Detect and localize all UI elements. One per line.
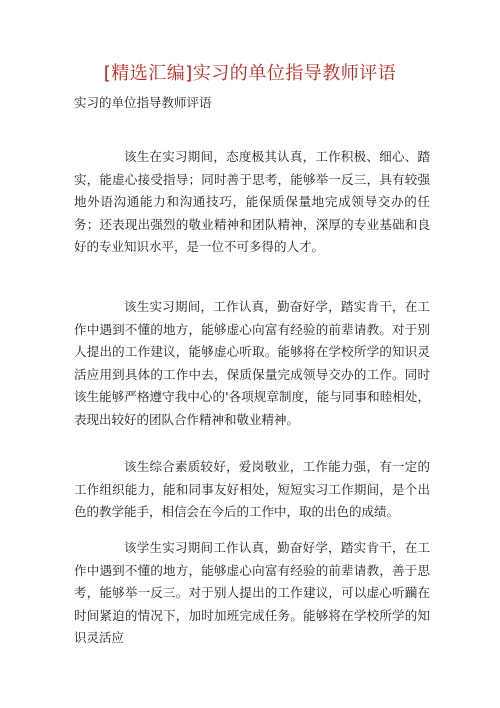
document-subtitle: 实习的单位指导教师评语 [74,95,212,110]
paragraph-2: 该生实习期间，工作认真，勤奋好学，踏实肯干，在工作中遇到不懂的地方，能够虚心向富有经验的前辈请教。对于别人提出的工作建议，能够虚心听取。能够将在学校所学的知识灵活应用到具体的工作中去，保质保量完成领导交办的工作。同时该生能够严格遵守我中心的'各项规章制度，能与同事和睦相处，表现出较好的团队合作精神和敬业精神。 [74,299,430,427]
paragraph-4: 该学生实习期间工作认真，勤奋好学，踏实肯干，在工作中遇到不懂的地方，能够虚心向富有经验的前辈请教，善于思考，能够举一反三。对于别人提出的工作建议，可以虚心听躏在时间紧迫的情况下，加时加班完成任务。能够将在学校所学的知识灵活应 [74,540,430,645]
paragraph-1: 该生在实习期间，态度极其认真，工作积极、细心、踏实，能虚心接受指导；同时善于思考，能够举一反三，具有较强地外语沟通能力和沟通技巧，能保质保量地完成领导交办的任务；还表现出强烈的敬业精神和团队精神，深厚的专业基础和良好的专业知识水平，是一位不可多得的人才。 [74,149,430,254]
document-title: [精选汇编]实习的单位指导教师评语 [103,63,397,84]
paragraph-3: 该生综合素质较好，爱岗敬业，工作能力强，有一定的工作组织能力，能和同事友好相处，短短实习工作期间，是个出色的教学能手，相信会在今后的工作中，取的出色的成绩。 [74,459,430,519]
